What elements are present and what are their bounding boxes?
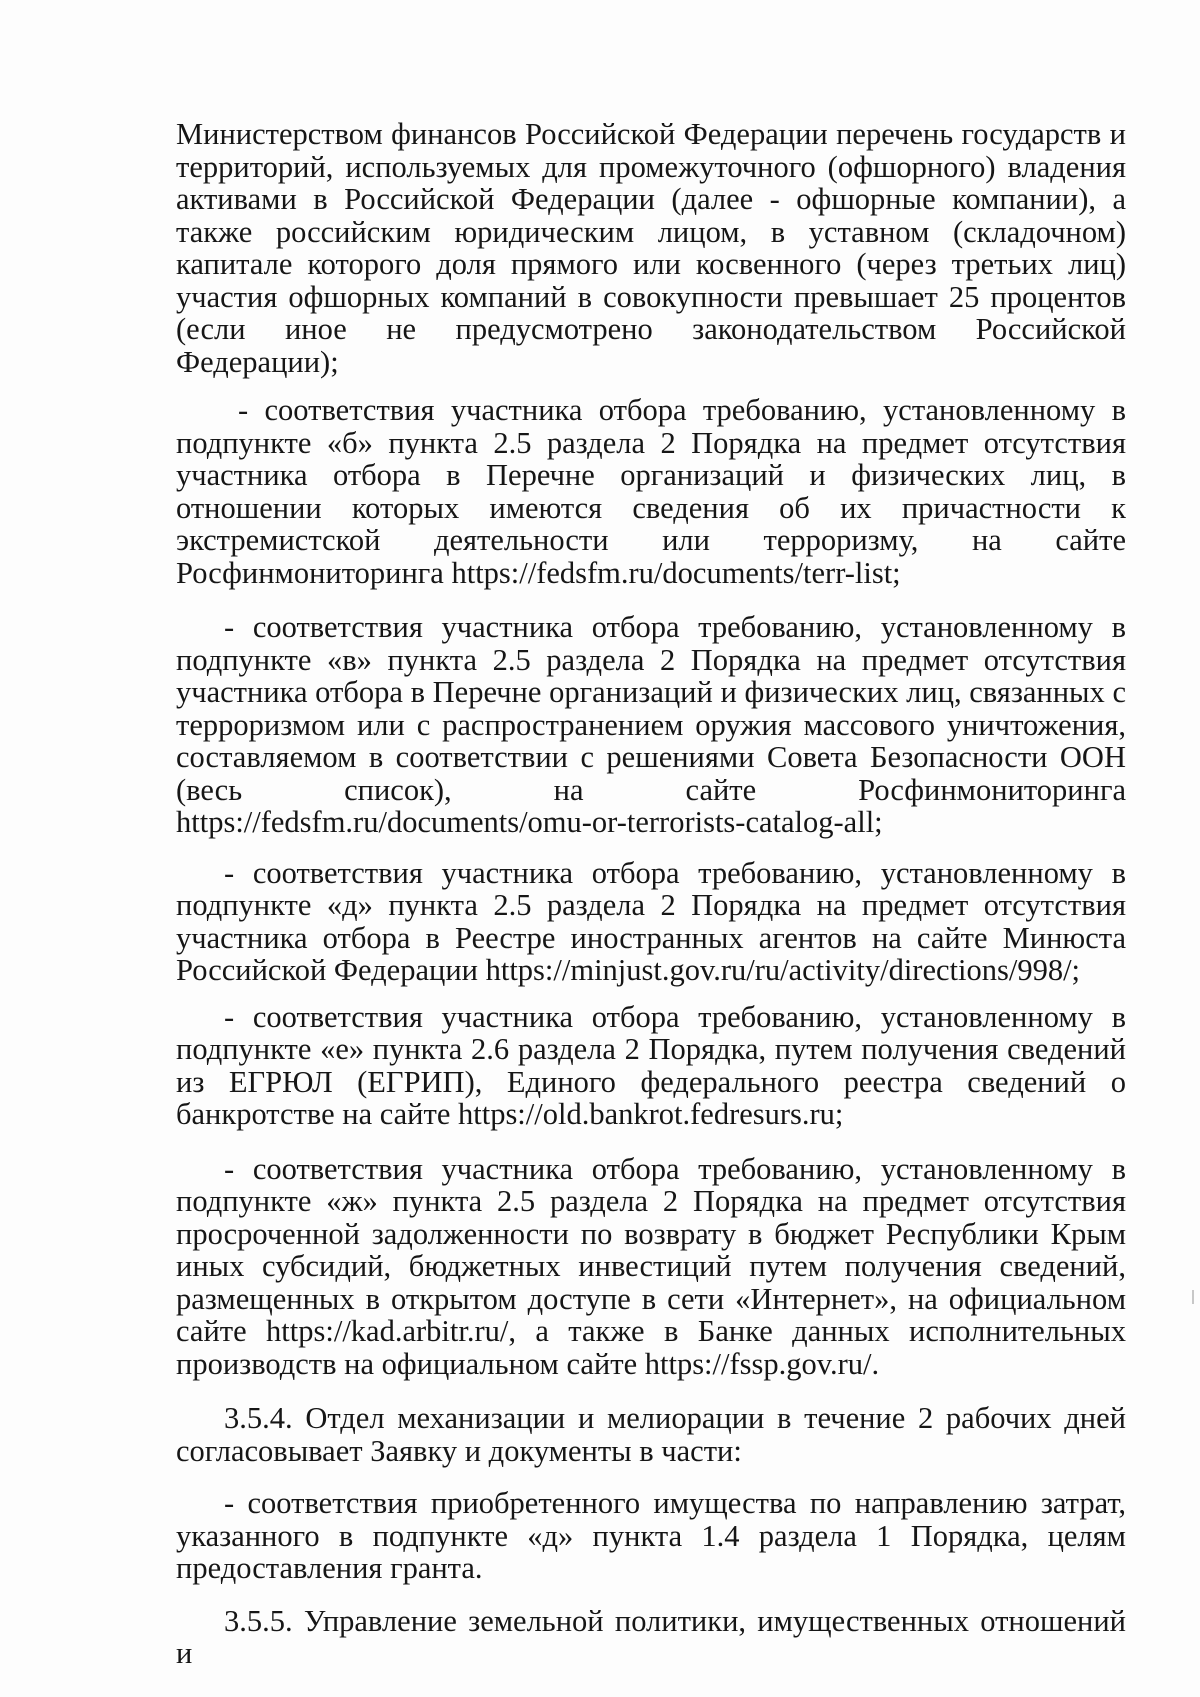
paragraph-property-check: - соответствия приобретенного имущества по направлению затрат, указанного в подпункте «д» пункта 1.4 раздела 1 Порядка, целям предоставления гранта. (176, 1486, 1126, 1585)
paragraph-3-5-4: 3.5.4. Отдел механизации и мелиорации в течение 2 рабочих дней согласовывает Заявку и документы в части: (176, 1401, 1126, 1468)
scan-edge-mark (1192, 1290, 1194, 1304)
paragraph-check-b: - соответствия участника отбора требованию, установленному в подпункте «б» пункта 2.5 раздела 2 Порядка на предмет отсутствия участника отбора в Перечне организаций и физических лиц, в отношении которых имеются сведения об их причастности к экстремистской деятельности или терроризму, на сайте Росфинмониторинга https://fedsfm.ru/documents/terr-list; (176, 393, 1126, 590)
paragraph-check-d: - соответствия участника отбора требованию, установленному в подпункте «д» пункта 2.5 раздела 2 Порядка на предмет отсутствия участника отбора в Реестре иностранных агентов на сайте Минюста Российской Федерации https://minjust.gov.ru/ru/activity/directions/998/; (176, 855, 1126, 987)
paragraph-3-5-5: 3.5.5. Управление земельной политики, имущественных отношений и (176, 1603, 1126, 1670)
paragraph-offshore-continuation: Министерством финансов Российской Федерации перечень государств и территорий, используемых для промежуточного (офшорного) владения активами в Российской Федерации (далее - офшорные компании), а также российским юридическим лицом, в уставном (складочном) капитале которого доля прямого или косвенного (через третьих лиц) участия офшорных компаний в совокупности превышает 25 процентов (если иное не предусмотрено законодательством Российской Федерации); (176, 117, 1126, 379)
paragraph-check-v: - соответствия участника отбора требованию, установленному в подпункте «в» пункта 2.5 раздела 2 Порядка на предмет отсутствия участника отбора в Перечне организаций и физических лиц, связанных с терроризмом или с распространением оружия массового уничтожения, составляемом в соответствии с решениями Совета Безопасности ООН (весь список), на сайте Росфинмониторинга https://fedsfm.ru/documents/omu-or-terrorists-catalog-all; (176, 610, 1126, 839)
paragraph-check-e: - соответствия участника отбора требованию, установленному в подпункте «е» пункта 2.6 раздела 2 Порядка, путем получения сведений из ЕГРЮЛ (ЕГРИП), Единого федерального реестра сведений о банкротстве на сайте https://old.bankrot.fedresurs.ru; (176, 999, 1126, 1131)
paragraph-check-zh: - соответствия участника отбора требованию, установленному в подпункте «ж» пункта 2.5 раздела 2 Порядка на предмет отсутствия просроченной задолженности по возврату в бюджет Республики Крым иных субсидий, бюджетных инвестиций путем получения сведений, размещенных в открытом доступе в сети «Интернет», на официальном сайте https://kad.arbitr.ru/, а также в Банке данных исполнительных производств на официальном сайте https://fssp.gov.ru/. (176, 1151, 1126, 1381)
document-body (176, 118, 1126, 1670)
